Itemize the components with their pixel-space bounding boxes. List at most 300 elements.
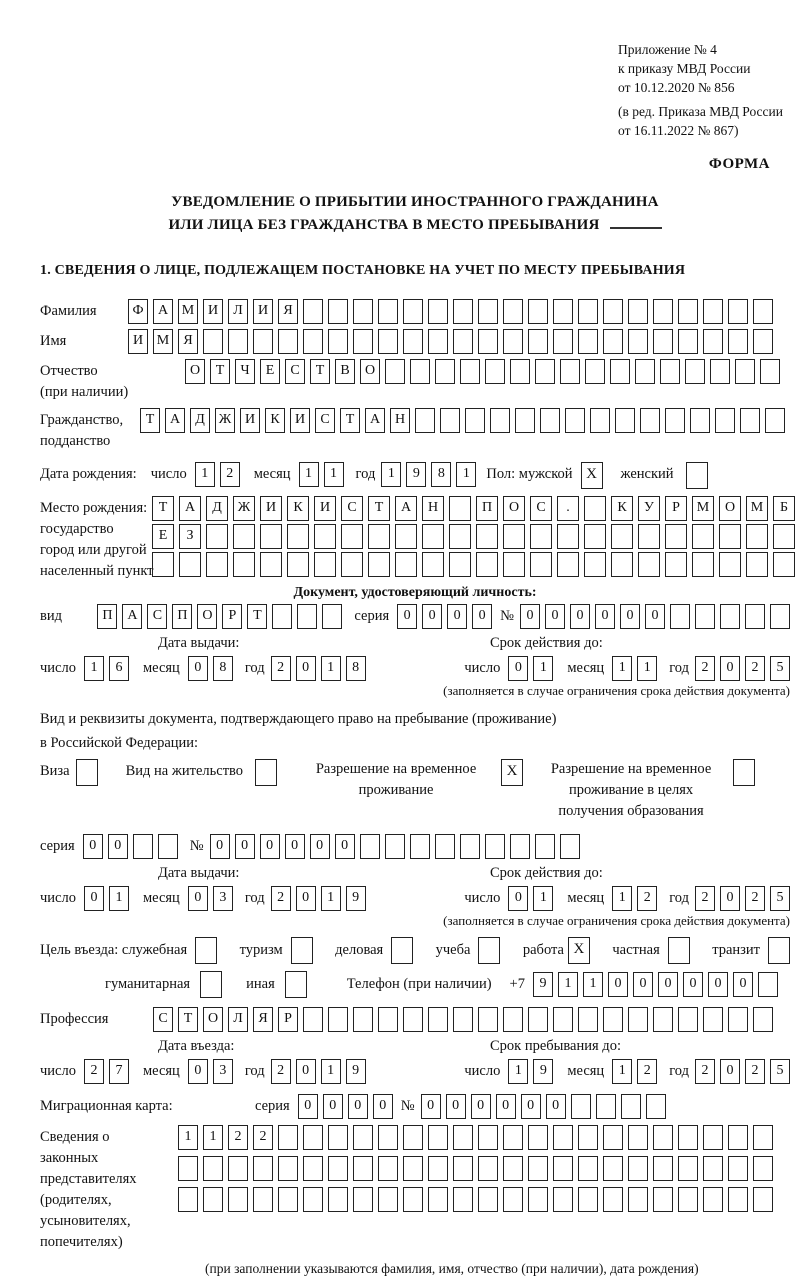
char-box[interactable] — [253, 1187, 273, 1212]
char-box[interactable]: С — [341, 496, 363, 521]
char-box[interactable]: 0 — [188, 1059, 208, 1084]
char-box[interactable] — [478, 299, 498, 324]
char-box[interactable] — [703, 299, 723, 324]
char-box[interactable]: 0 — [508, 886, 528, 911]
char-box[interactable] — [453, 299, 473, 324]
char-box[interactable] — [395, 552, 417, 577]
char-box[interactable] — [678, 1156, 698, 1181]
char-box[interactable]: 1 — [178, 1125, 198, 1150]
chastnaya-checkbox[interactable] — [668, 937, 690, 964]
char-box[interactable]: С — [315, 408, 335, 433]
residence-permit-checkbox[interactable] — [255, 759, 277, 786]
char-box[interactable] — [753, 299, 773, 324]
char-box[interactable] — [584, 524, 606, 549]
char-box[interactable] — [578, 1007, 598, 1032]
char-box[interactable] — [753, 1125, 773, 1150]
char-box[interactable] — [360, 834, 380, 859]
turizm-checkbox[interactable] — [291, 937, 313, 964]
char-box[interactable] — [765, 408, 785, 433]
char-box[interactable]: 1 — [299, 462, 319, 487]
char-box[interactable] — [465, 408, 485, 433]
char-box[interactable] — [449, 496, 471, 521]
ucheba-checkbox[interactable] — [478, 937, 500, 964]
char-box[interactable] — [610, 359, 630, 384]
char-box[interactable]: И — [253, 299, 273, 324]
char-box[interactable]: 0 — [658, 972, 678, 997]
char-box[interactable]: 1 — [612, 656, 632, 681]
char-box[interactable]: 1 — [203, 1125, 223, 1150]
char-box[interactable]: 1 — [109, 886, 129, 911]
char-box[interactable]: 1 — [321, 656, 341, 681]
char-box[interactable] — [678, 299, 698, 324]
char-box[interactable] — [746, 524, 768, 549]
char-box[interactable]: А — [122, 604, 142, 629]
char-box[interactable]: Т — [178, 1007, 198, 1032]
char-box[interactable] — [378, 1156, 398, 1181]
char-box[interactable]: 0 — [210, 834, 230, 859]
char-box[interactable]: 0 — [683, 972, 703, 997]
char-box[interactable]: У — [638, 496, 660, 521]
char-box[interactable] — [528, 1156, 548, 1181]
char-box[interactable]: И — [203, 299, 223, 324]
char-box[interactable]: Л — [228, 299, 248, 324]
char-box[interactable] — [760, 359, 780, 384]
char-box[interactable]: 9 — [346, 886, 366, 911]
char-box[interactable] — [758, 972, 778, 997]
char-box[interactable] — [314, 552, 336, 577]
char-box[interactable] — [773, 552, 795, 577]
char-box[interactable] — [485, 834, 505, 859]
char-box[interactable] — [560, 834, 580, 859]
char-box[interactable] — [578, 1187, 598, 1212]
char-box[interactable] — [385, 359, 405, 384]
char-box[interactable] — [770, 604, 790, 629]
char-box[interactable]: 6 — [109, 656, 129, 681]
char-box[interactable] — [510, 359, 530, 384]
char-box[interactable] — [635, 359, 655, 384]
char-box[interactable] — [603, 1187, 623, 1212]
char-box[interactable] — [603, 1156, 623, 1181]
char-box[interactable]: А — [365, 408, 385, 433]
char-box[interactable] — [628, 1156, 648, 1181]
char-box[interactable]: 5 — [770, 656, 790, 681]
char-box[interactable] — [585, 359, 605, 384]
char-box[interactable] — [328, 1156, 348, 1181]
char-box[interactable] — [528, 299, 548, 324]
char-box[interactable]: О — [185, 359, 205, 384]
char-box[interactable] — [179, 552, 201, 577]
char-box[interactable] — [603, 299, 623, 324]
char-box[interactable] — [690, 408, 710, 433]
char-box[interactable]: . — [557, 496, 579, 521]
char-box[interactable] — [287, 524, 309, 549]
char-box[interactable]: 3 — [213, 1059, 233, 1084]
char-box[interactable] — [728, 299, 748, 324]
char-box[interactable] — [428, 1007, 448, 1032]
char-box[interactable] — [703, 1007, 723, 1032]
tranzit-checkbox[interactable] — [768, 937, 790, 964]
char-box[interactable] — [378, 1187, 398, 1212]
char-box[interactable] — [503, 1156, 523, 1181]
char-box[interactable]: 2 — [271, 1059, 291, 1084]
char-box[interactable] — [403, 1125, 423, 1150]
char-box[interactable]: 0 — [323, 1094, 343, 1119]
char-box[interactable] — [528, 1007, 548, 1032]
char-box[interactable] — [535, 834, 555, 859]
char-box[interactable]: Т — [340, 408, 360, 433]
char-box[interactable] — [203, 329, 223, 354]
char-box[interactable] — [303, 1125, 323, 1150]
char-box[interactable]: И — [260, 496, 282, 521]
char-box[interactable]: 1 — [321, 1059, 341, 1084]
char-box[interactable] — [678, 1187, 698, 1212]
char-box[interactable] — [596, 1094, 616, 1119]
char-box[interactable] — [553, 1156, 573, 1181]
char-box[interactable] — [158, 834, 178, 859]
char-box[interactable]: 1 — [533, 886, 553, 911]
char-box[interactable] — [503, 524, 525, 549]
char-box[interactable] — [353, 1187, 373, 1212]
char-box[interactable] — [678, 1007, 698, 1032]
char-box[interactable] — [341, 524, 363, 549]
char-box[interactable]: 0 — [471, 1094, 491, 1119]
char-box[interactable]: 2 — [637, 886, 657, 911]
char-box[interactable] — [720, 604, 740, 629]
inaya-checkbox[interactable] — [285, 971, 307, 998]
char-box[interactable] — [528, 329, 548, 354]
visa-checkbox[interactable] — [76, 759, 98, 786]
char-box[interactable]: 1 — [84, 656, 104, 681]
char-box[interactable] — [453, 1007, 473, 1032]
char-box[interactable]: 1 — [456, 462, 476, 487]
char-box[interactable]: И — [290, 408, 310, 433]
char-box[interactable] — [503, 1125, 523, 1150]
char-box[interactable]: 0 — [733, 972, 753, 997]
char-box[interactable]: 5 — [770, 1059, 790, 1084]
char-box[interactable]: 0 — [720, 1059, 740, 1084]
char-box[interactable]: М — [692, 496, 714, 521]
char-box[interactable] — [353, 1007, 373, 1032]
char-box[interactable]: 0 — [335, 834, 355, 859]
char-box[interactable] — [611, 552, 633, 577]
char-box[interactable] — [670, 604, 690, 629]
sluzhebnaya-checkbox[interactable] — [195, 937, 217, 964]
char-box[interactable]: 0 — [720, 656, 740, 681]
char-box[interactable] — [603, 329, 623, 354]
char-box[interactable] — [228, 1187, 248, 1212]
char-box[interactable] — [449, 552, 471, 577]
char-box[interactable]: 9 — [346, 1059, 366, 1084]
char-box[interactable]: 0 — [521, 1094, 541, 1119]
char-box[interactable]: Ф — [128, 299, 148, 324]
char-box[interactable] — [403, 299, 423, 324]
char-box[interactable] — [528, 1125, 548, 1150]
char-box[interactable]: 2 — [695, 656, 715, 681]
char-box[interactable]: 0 — [608, 972, 628, 997]
char-box[interactable]: Т — [310, 359, 330, 384]
char-box[interactable]: 2 — [84, 1059, 104, 1084]
char-box[interactable]: 1 — [583, 972, 603, 997]
char-box[interactable] — [253, 329, 273, 354]
char-box[interactable] — [453, 1156, 473, 1181]
char-box[interactable] — [322, 604, 342, 629]
char-box[interactable]: Я — [253, 1007, 273, 1032]
char-box[interactable] — [303, 1156, 323, 1181]
char-box[interactable]: А — [153, 299, 173, 324]
char-box[interactable]: М — [153, 329, 173, 354]
char-box[interactable] — [745, 604, 765, 629]
char-box[interactable]: 0 — [84, 886, 104, 911]
char-box[interactable] — [233, 524, 255, 549]
char-box[interactable] — [578, 1156, 598, 1181]
char-box[interactable] — [328, 329, 348, 354]
char-box[interactable] — [203, 1187, 223, 1212]
char-box[interactable] — [303, 1187, 323, 1212]
char-box[interactable]: Р — [278, 1007, 298, 1032]
char-box[interactable] — [603, 1007, 623, 1032]
char-box[interactable] — [728, 1156, 748, 1181]
char-box[interactable] — [403, 1187, 423, 1212]
char-box[interactable] — [378, 299, 398, 324]
char-box[interactable] — [378, 329, 398, 354]
char-box[interactable] — [278, 329, 298, 354]
char-box[interactable] — [341, 552, 363, 577]
char-box[interactable] — [353, 1125, 373, 1150]
char-box[interactable]: О — [719, 496, 741, 521]
char-box[interactable] — [590, 408, 610, 433]
char-box[interactable]: 0 — [720, 886, 740, 911]
char-box[interactable] — [303, 329, 323, 354]
char-box[interactable]: С — [285, 359, 305, 384]
char-box[interactable]: 1 — [508, 1059, 528, 1084]
char-box[interactable]: О — [197, 604, 217, 629]
char-box[interactable] — [206, 524, 228, 549]
char-box[interactable] — [695, 604, 715, 629]
char-box[interactable] — [530, 524, 552, 549]
char-box[interactable] — [428, 299, 448, 324]
char-box[interactable] — [571, 1094, 591, 1119]
char-box[interactable] — [485, 359, 505, 384]
char-box[interactable]: К — [287, 496, 309, 521]
char-box[interactable]: 0 — [496, 1094, 516, 1119]
char-box[interactable]: Ж — [233, 496, 255, 521]
char-box[interactable] — [303, 1007, 323, 1032]
char-box[interactable] — [178, 1187, 198, 1212]
char-box[interactable]: 0 — [296, 656, 316, 681]
char-box[interactable]: 2 — [220, 462, 240, 487]
char-box[interactable]: 2 — [637, 1059, 657, 1084]
char-box[interactable] — [628, 1007, 648, 1032]
char-box[interactable]: 0 — [620, 604, 640, 629]
char-box[interactable] — [728, 1125, 748, 1150]
char-box[interactable]: И — [128, 329, 148, 354]
char-box[interactable] — [428, 1156, 448, 1181]
char-box[interactable] — [553, 1007, 573, 1032]
char-box[interactable] — [272, 604, 292, 629]
char-box[interactable] — [703, 1187, 723, 1212]
char-box[interactable] — [703, 1125, 723, 1150]
char-box[interactable]: Н — [390, 408, 410, 433]
char-box[interactable]: В — [335, 359, 355, 384]
char-box[interactable] — [660, 359, 680, 384]
char-box[interactable] — [584, 496, 606, 521]
char-box[interactable] — [403, 1007, 423, 1032]
char-box[interactable] — [728, 1187, 748, 1212]
char-box[interactable] — [478, 1125, 498, 1150]
char-box[interactable] — [653, 329, 673, 354]
char-box[interactable]: Д — [206, 496, 228, 521]
char-box[interactable]: 0 — [310, 834, 330, 859]
char-box[interactable]: А — [395, 496, 417, 521]
char-box[interactable]: 0 — [447, 604, 467, 629]
char-box[interactable] — [378, 1007, 398, 1032]
char-box[interactable] — [540, 408, 560, 433]
char-box[interactable] — [428, 1187, 448, 1212]
char-box[interactable] — [278, 1156, 298, 1181]
char-box[interactable]: Т — [247, 604, 267, 629]
char-box[interactable] — [228, 329, 248, 354]
char-box[interactable]: Л — [228, 1007, 248, 1032]
char-box[interactable] — [584, 552, 606, 577]
char-box[interactable]: С — [530, 496, 552, 521]
char-box[interactable]: 0 — [545, 604, 565, 629]
char-box[interactable] — [503, 299, 523, 324]
char-box[interactable]: 0 — [633, 972, 653, 997]
char-box[interactable]: 2 — [271, 656, 291, 681]
char-box[interactable]: 0 — [188, 886, 208, 911]
char-box[interactable]: Я — [278, 299, 298, 324]
char-box[interactable] — [314, 524, 336, 549]
char-box[interactable]: 0 — [520, 604, 540, 629]
char-box[interactable]: Е — [152, 524, 174, 549]
char-box[interactable] — [403, 1156, 423, 1181]
char-box[interactable] — [665, 524, 687, 549]
char-box[interactable] — [435, 834, 455, 859]
char-box[interactable] — [557, 552, 579, 577]
char-box[interactable] — [410, 359, 430, 384]
char-box[interactable] — [753, 329, 773, 354]
char-box[interactable] — [178, 1156, 198, 1181]
char-box[interactable] — [228, 1156, 248, 1181]
char-box[interactable]: Т — [152, 496, 174, 521]
char-box[interactable]: Е — [260, 359, 280, 384]
char-box[interactable] — [728, 1007, 748, 1032]
char-box[interactable] — [353, 1156, 373, 1181]
char-box[interactable] — [740, 408, 760, 433]
char-box[interactable]: 7 — [109, 1059, 129, 1084]
char-box[interactable]: 2 — [253, 1125, 273, 1150]
char-box[interactable] — [773, 524, 795, 549]
char-box[interactable] — [692, 524, 714, 549]
char-box[interactable] — [603, 1125, 623, 1150]
sex-female-checkbox[interactable] — [686, 462, 708, 489]
char-box[interactable] — [653, 1007, 673, 1032]
char-box[interactable] — [553, 1125, 573, 1150]
char-box[interactable]: 9 — [406, 462, 426, 487]
char-box[interactable] — [530, 552, 552, 577]
char-box[interactable] — [553, 1187, 573, 1212]
char-box[interactable] — [287, 552, 309, 577]
char-box[interactable] — [611, 524, 633, 549]
char-box[interactable] — [735, 359, 755, 384]
char-box[interactable] — [278, 1125, 298, 1150]
char-box[interactable]: Т — [368, 496, 390, 521]
char-box[interactable]: 8 — [431, 462, 451, 487]
char-box[interactable] — [260, 524, 282, 549]
char-box[interactable] — [753, 1007, 773, 1032]
char-box[interactable]: 0 — [83, 834, 103, 859]
char-box[interactable] — [435, 359, 455, 384]
char-box[interactable]: 2 — [695, 886, 715, 911]
char-box[interactable] — [422, 552, 444, 577]
char-box[interactable] — [678, 1125, 698, 1150]
char-box[interactable]: 0 — [422, 604, 442, 629]
char-box[interactable] — [152, 552, 174, 577]
char-box[interactable]: 1 — [321, 886, 341, 911]
char-box[interactable]: П — [172, 604, 192, 629]
char-box[interactable] — [410, 834, 430, 859]
char-box[interactable]: 8 — [346, 656, 366, 681]
char-box[interactable] — [253, 1156, 273, 1181]
char-box[interactable]: И — [240, 408, 260, 433]
char-box[interactable]: 2 — [271, 886, 291, 911]
char-box[interactable]: 2 — [695, 1059, 715, 1084]
char-box[interactable]: 5 — [770, 886, 790, 911]
char-box[interactable] — [515, 408, 535, 433]
char-box[interactable]: 2 — [745, 1059, 765, 1084]
char-box[interactable]: 0 — [446, 1094, 466, 1119]
char-box[interactable]: 0 — [108, 834, 128, 859]
char-box[interactable]: О — [203, 1007, 223, 1032]
char-box[interactable] — [653, 1125, 673, 1150]
char-box[interactable] — [233, 552, 255, 577]
char-box[interactable]: 0 — [285, 834, 305, 859]
char-box[interactable] — [653, 299, 673, 324]
char-box[interactable]: Ж — [215, 408, 235, 433]
char-box[interactable]: 0 — [546, 1094, 566, 1119]
char-box[interactable] — [328, 1007, 348, 1032]
char-box[interactable]: С — [153, 1007, 173, 1032]
char-box[interactable] — [403, 329, 423, 354]
char-box[interactable]: С — [147, 604, 167, 629]
char-box[interactable] — [646, 1094, 666, 1119]
char-box[interactable] — [478, 1187, 498, 1212]
char-box[interactable] — [453, 1187, 473, 1212]
char-box[interactable] — [476, 552, 498, 577]
char-box[interactable] — [328, 299, 348, 324]
char-box[interactable] — [328, 1187, 348, 1212]
char-box[interactable]: Б — [773, 496, 795, 521]
char-box[interactable]: К — [611, 496, 633, 521]
char-box[interactable] — [368, 552, 390, 577]
char-box[interactable] — [621, 1094, 641, 1119]
char-box[interactable] — [560, 359, 580, 384]
char-box[interactable] — [328, 1125, 348, 1150]
char-box[interactable]: 0 — [472, 604, 492, 629]
char-box[interactable] — [440, 408, 460, 433]
char-box[interactable]: П — [476, 496, 498, 521]
char-box[interactable] — [503, 552, 525, 577]
char-box[interactable] — [640, 408, 660, 433]
char-box[interactable]: К — [265, 408, 285, 433]
char-box[interactable] — [478, 329, 498, 354]
char-box[interactable]: 0 — [570, 604, 590, 629]
char-box[interactable] — [746, 552, 768, 577]
char-box[interactable] — [753, 1156, 773, 1181]
char-box[interactable]: Н — [422, 496, 444, 521]
char-box[interactable] — [368, 524, 390, 549]
char-box[interactable] — [476, 524, 498, 549]
